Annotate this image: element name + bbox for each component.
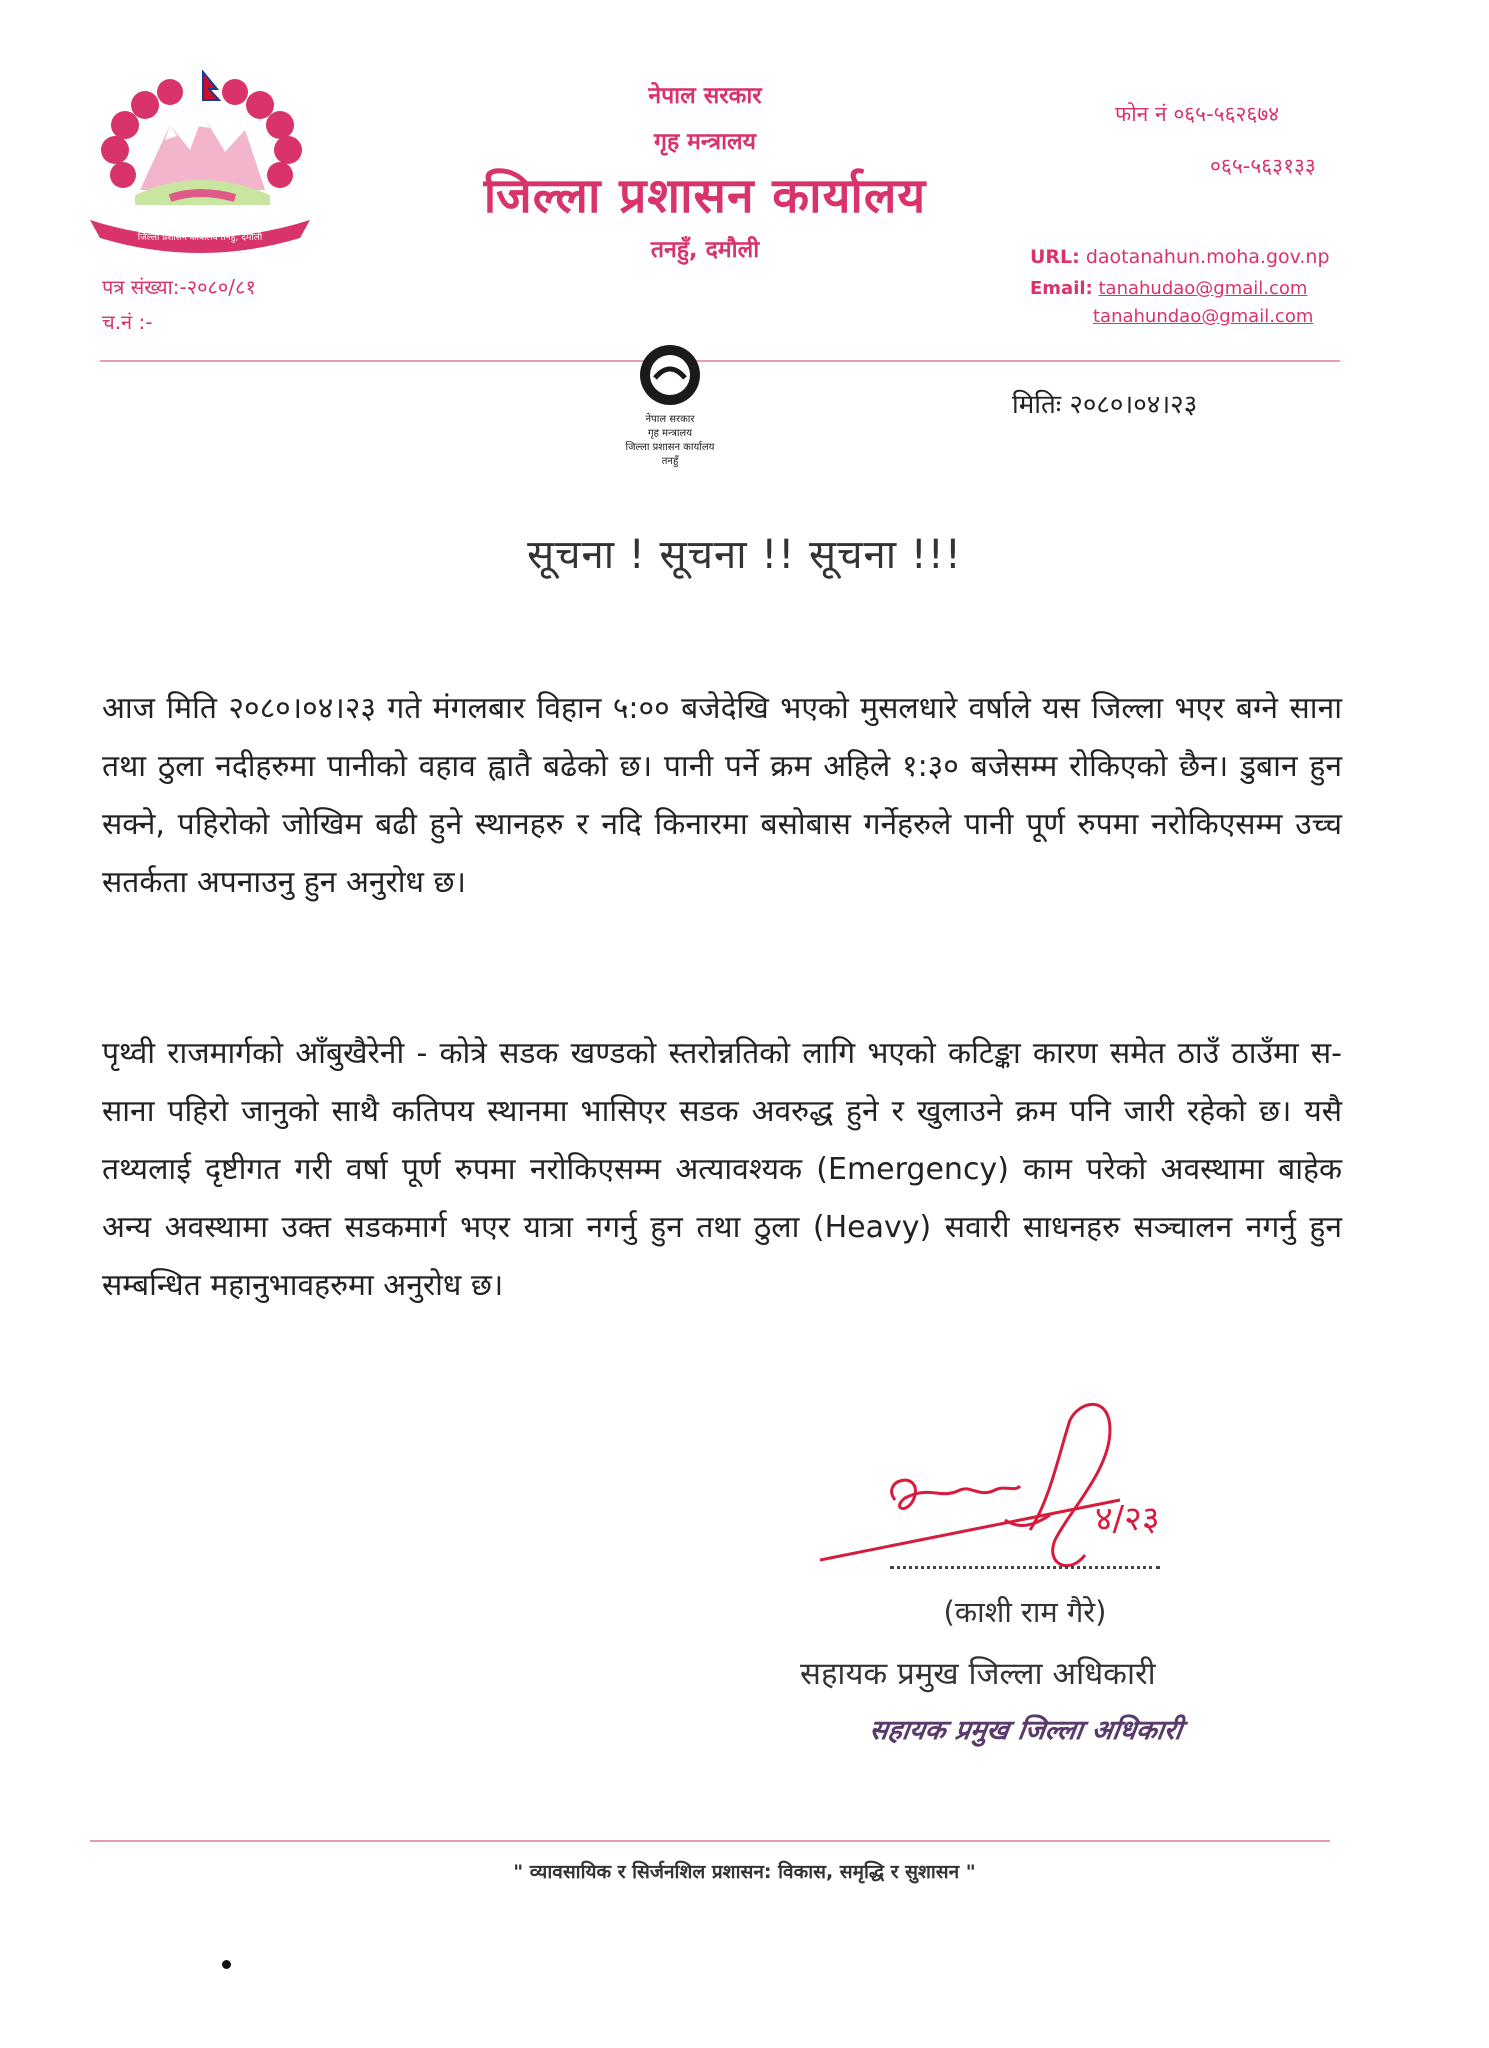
signer-name: (काशी राम गैरे) xyxy=(943,1595,1107,1629)
letter-number: पत्र संख्या:-२०८०/८१ xyxy=(102,275,256,299)
svg-text:तनहुँ: तनहुँ xyxy=(661,456,679,467)
svg-text:४/२३: ४/२३ xyxy=(1095,1499,1160,1539)
government-name: नेपाल सरकार xyxy=(648,83,762,109)
email-line xyxy=(1030,278,1307,299)
phone-label: फोन नं xyxy=(1115,102,1167,126)
svg-text:जिल्ला प्रशासन कार्यालय तनहुँ,: जिल्ला प्रशासन कार्यालय तनहुँ, दमौली xyxy=(137,233,263,243)
official-stamp xyxy=(595,330,745,480)
email-link-2[interactable]: tanahundao@gmail.com xyxy=(1093,306,1314,327)
signature-dotted-line xyxy=(890,1566,1160,1569)
office-location: तनहुँ, दमौली xyxy=(650,237,760,263)
website-line xyxy=(1030,246,1330,268)
footer-divider xyxy=(90,1840,1330,1842)
svg-text:जिल्ला प्रशासन कार्यालय: जिल्ला प्रशासन कार्यालय xyxy=(625,442,715,453)
ministry-name: गृह मन्त्रालय xyxy=(654,129,756,155)
website-url[interactable]: daotanahun.moha.gov.np xyxy=(1085,246,1330,268)
designation-stamp: सहायक प्रमुख जिल्ला अधिकारी xyxy=(867,1715,1185,1746)
svg-text:नेपाल सरकार: नेपाल सरकार xyxy=(645,414,695,425)
email-label: Email: xyxy=(1030,278,1093,299)
svg-text:गृह मन्त्रालय: गृह मन्त्रालय xyxy=(647,428,693,439)
phone-number-1: ०६५-५६२६७४ xyxy=(1173,102,1280,126)
footer-motto: " व्यावसायिक र सिर्जनशिल प्रशासन: विकास, समृद्धि र सुशासन " xyxy=(513,1861,976,1883)
email-link-1[interactable]: tanahudao@gmail.com xyxy=(1098,278,1308,299)
notice-paragraph-1: आज मिति २०८०।०४।२३ गते मंगलबार विहान ५:०० बजेदेखि भएको मुसलधारे वर्षाले यस जिल्ला भएर बग्ने साना तथा ठुला नदीहरुमा पानीको वहाव ह्वातै बढेको छ। पानी पर्ने क्रम अहिले १:३० बजेसम्म रोकिएको छैन। डुबान हुन सक्ने, पहिरोको जोखिम बढी हुने स्थानहरु र नदि किनारमा बसोबास गर्नेहरुले पानी पूर्ण रुपमा नरोकिएसम्म उच्च सतर्कता अपनाउनु हुन अनुरोध छ। xyxy=(102,691,1342,900)
office-name: जिल्ला प्रशासन कार्यालय xyxy=(483,168,927,224)
url-label: URL: xyxy=(1030,246,1080,268)
notice-paragraph-2: पृथ्वी राजमार्गको आँबुखैरेनी - कोत्रे सडक खण्डको स्तरोन्नतिको लागि भएको कटिङ्का कारण समेत ठाउँ ठाउँमा स-साना पहिरो जानुको साथै कतिपय स्थानमा भासिएर सडक अवरुद्ध हुने र खुलाउने क्रम पनि जारी रहेको छ। यसै तथ्यलाई दृष्टीगत गरी वर्षा पूर्ण रुपमा नरोकिएसम्म अत्यावश्यक (Emergency) काम परेको अवस्थामा बाहेक अन्य अवस्थामा उक्त सडकमार्ग भएर यात्रा नगर्नु हुन तथा ठुला (Heavy) सवारी साधनहरु सञ्चालन नगर्नु हुन सम्बन्धित महानुभावहरुमा अनुरोध छ। xyxy=(102,1036,1342,1303)
phone-number-2: ०६५-५६३१३३ xyxy=(1210,154,1316,178)
phone-line-1 xyxy=(1115,100,1279,128)
signer-designation: सहायक प्रमुख जिल्ला अधिकारी xyxy=(800,1656,1156,1692)
letter-date: मितिः २०८०।०४।२३ xyxy=(1012,390,1198,420)
nepal-emblem-logo xyxy=(85,70,315,255)
scan-dot-mark xyxy=(222,1960,231,1969)
dispatch-number: च.नं :- xyxy=(102,310,153,334)
notice-title: सूचना ! सूचना !! सूचना !!! xyxy=(527,532,962,578)
